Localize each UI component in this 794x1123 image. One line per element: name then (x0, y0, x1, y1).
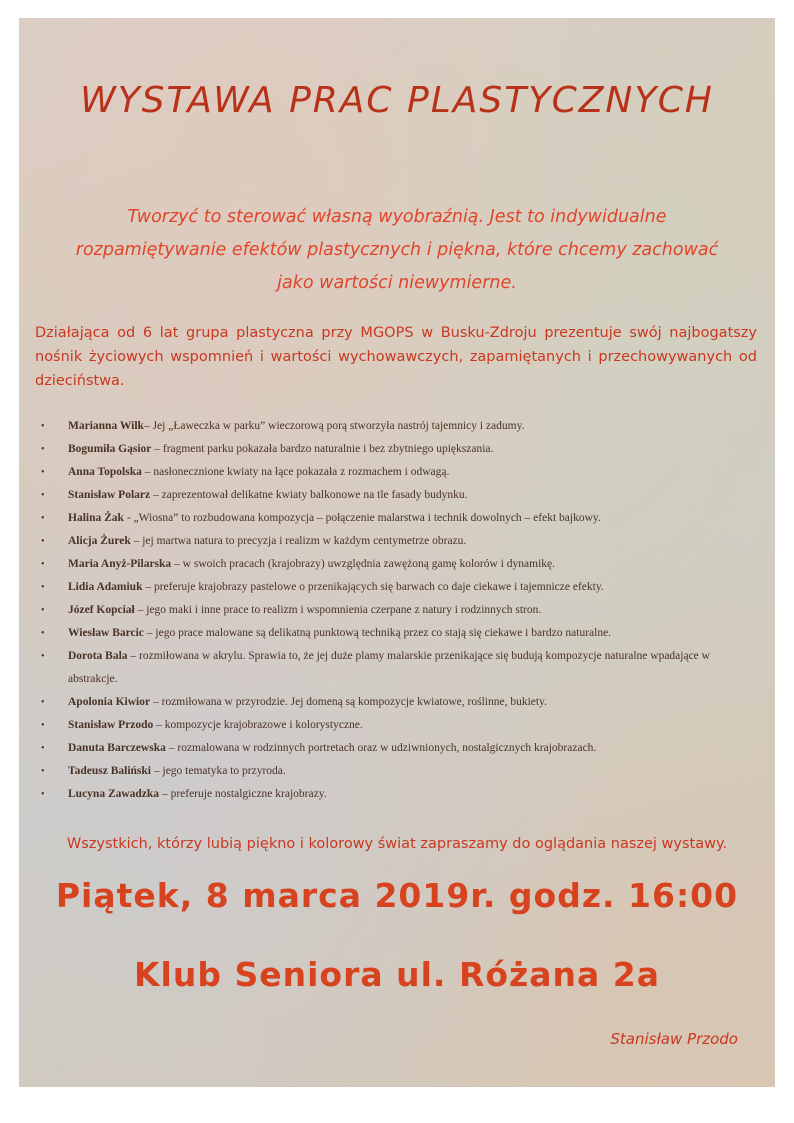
bullet-icon: • (41, 559, 45, 570)
motto (29, 201, 765, 300)
artist-item (19, 415, 775, 438)
artist-name: Stanisław Polarz (68, 489, 151, 501)
bullet-icon: • (41, 605, 45, 616)
artist-item (19, 484, 775, 507)
artist-name: Wiesław Barcic (68, 627, 144, 639)
bullet-icon: • (41, 743, 45, 754)
artist-item (19, 576, 775, 599)
artist-item (19, 622, 775, 645)
motto-line: jako wartości niewymierne. (277, 273, 517, 293)
artist-item (19, 737, 775, 760)
artist-description: – Jej „Ławeczka w parku” wieczorową porą stworzyła nastrój tajemnicy i zadumy. (143, 420, 525, 432)
artist-name: Halina Żak (68, 512, 124, 524)
signature: Stanisław Przodo (610, 1030, 738, 1048)
artist-name: Lucyna Zawadzka (68, 788, 160, 800)
bullet-icon: • (41, 444, 45, 455)
artist-name: Bogumiła Gąsior (68, 443, 152, 455)
bullet-icon: • (41, 421, 45, 432)
artist-description: – rozmalowana w rodzinnych portretach oraz w udziwnionych, nostalgicznych krajobrazach. (165, 742, 597, 754)
artist-name: Anna Topolska (68, 466, 142, 478)
artist-name: Lidia Adamiuk (68, 581, 143, 593)
artist-name: Stanisław Przodo (68, 719, 154, 731)
artist-description: – zaprezentował delikatne kwiaty balkonowe na tle fasady budynku. (150, 489, 468, 501)
poster (19, 18, 775, 1087)
bullet-icon: • (41, 490, 45, 501)
artist-description: – jego prace malowane są delikatną punktową techniką przez co stają się ciekawe i bardzo naturalne. (143, 627, 612, 639)
artist-item (19, 760, 775, 783)
artist-description: – jego tematyka to przyroda. (151, 765, 286, 777)
motto-line: rozpamiętywanie efektów plastycznych i piękna, które chcemy zachować (75, 240, 719, 260)
artist-item (19, 691, 775, 714)
bullet-icon: • (41, 467, 45, 478)
artist-item (19, 783, 775, 806)
artist-description: – rozmiłowana w przyrodzie. Jej domeną są kompozycje kwiatowe, roślinne, bukiety. (150, 696, 547, 708)
artist-description: – kompozycje krajobrazowe i kolorystyczne. (153, 719, 363, 731)
artist-name: Maria Anyż-Pilarska (68, 558, 172, 570)
artist-description: – preferuje nostalgiczne krajobrazy. (159, 788, 327, 800)
motto-line: Tworzyć to sterować własną wyobraźnią. Jest to indywidualne (127, 207, 667, 227)
artist-item (19, 599, 775, 622)
poster-title: WYSTAWA PRAC PLASTYCZNYCH (80, 80, 714, 121)
artist-name: Alicja Żurek (68, 535, 131, 547)
artist-description: – jego maki i inne prace to realizm i wspomnienia czerpane z natury i rodzinnych stron. (134, 604, 542, 616)
bullet-icon: • (41, 766, 45, 777)
bullet-icon: • (41, 720, 45, 731)
bullet-icon: • (41, 651, 45, 662)
event-date: Piątek, 8 marca 2019r. godz. 16:00 (55, 876, 739, 915)
artist-name: Dorota Bala (68, 650, 128, 662)
artist-name: Apolonia Kiwior (68, 696, 151, 708)
artist-description: - „Wiosna” to rozbudowana kompozycja – połączenie malarstwa i technik dowolnych – efekt bajkowy. (123, 512, 601, 524)
artist-item (19, 553, 775, 576)
bullet-icon: • (41, 628, 45, 639)
bullet-icon: • (41, 513, 45, 524)
artist-description: – fragment parku pokazała bardzo naturalnie i bez zbytniego upiększania. (151, 443, 494, 455)
artist-description: – preferuje krajobrazy pastelowe o przenikających się barwach co daje ciekawe i tajemnicze efekty. (142, 581, 604, 593)
bullet-icon: • (41, 789, 45, 800)
artist-description: – nasłonecznione kwiaty na łące pokazała z rozmachem i odwagą. (141, 466, 450, 478)
artist-name: Marianna Wilk (68, 420, 144, 432)
artist-description: – w swoich pracach (krajobrazy) uwzględnia zawężoną gamę kolorów i dynamikę. (171, 558, 555, 570)
artist-name: Tadeusz Baliński (68, 765, 151, 777)
artist-item (19, 507, 775, 530)
artist-item (19, 438, 775, 461)
artist-item (19, 530, 775, 553)
artist-description: – rozmiłowana w akrylu. Sprawia to, że jej duże plamy malarskie przenikające się budują kompozycje naturalne wpadające w abstrakcje. (68, 650, 710, 685)
artist-description: – jej martwa natura to precyzja i realizm w każdym centymetrze obrazu. (130, 535, 467, 547)
artist-item (19, 714, 775, 737)
intro-paragraph: Działająca od 6 lat grupa plastyczna przy MGOPS w Busku-Zdroju prezentuje swój najbogatszy nośnik życiowych wspomnień i wartości wychowawczych, zapamiętanych i przechowywanych od dzieciństwa. (35, 325, 757, 389)
artist-item (19, 461, 775, 484)
artist-name: Józef Kopciał (68, 604, 135, 616)
bullet-icon: • (41, 582, 45, 593)
bullet-icon: • (41, 697, 45, 708)
event-place: Klub Seniora ul. Różana 2a (133, 955, 660, 994)
invitation: Wszystkich, którzy lubią piękno i kolorowy świat zapraszamy do oglądania naszej wystawy. (66, 836, 728, 852)
artist-name: Danuta Barczewska (68, 742, 166, 754)
bullet-icon: • (41, 536, 45, 547)
artist-item (19, 645, 775, 691)
artist-list (19, 415, 775, 806)
